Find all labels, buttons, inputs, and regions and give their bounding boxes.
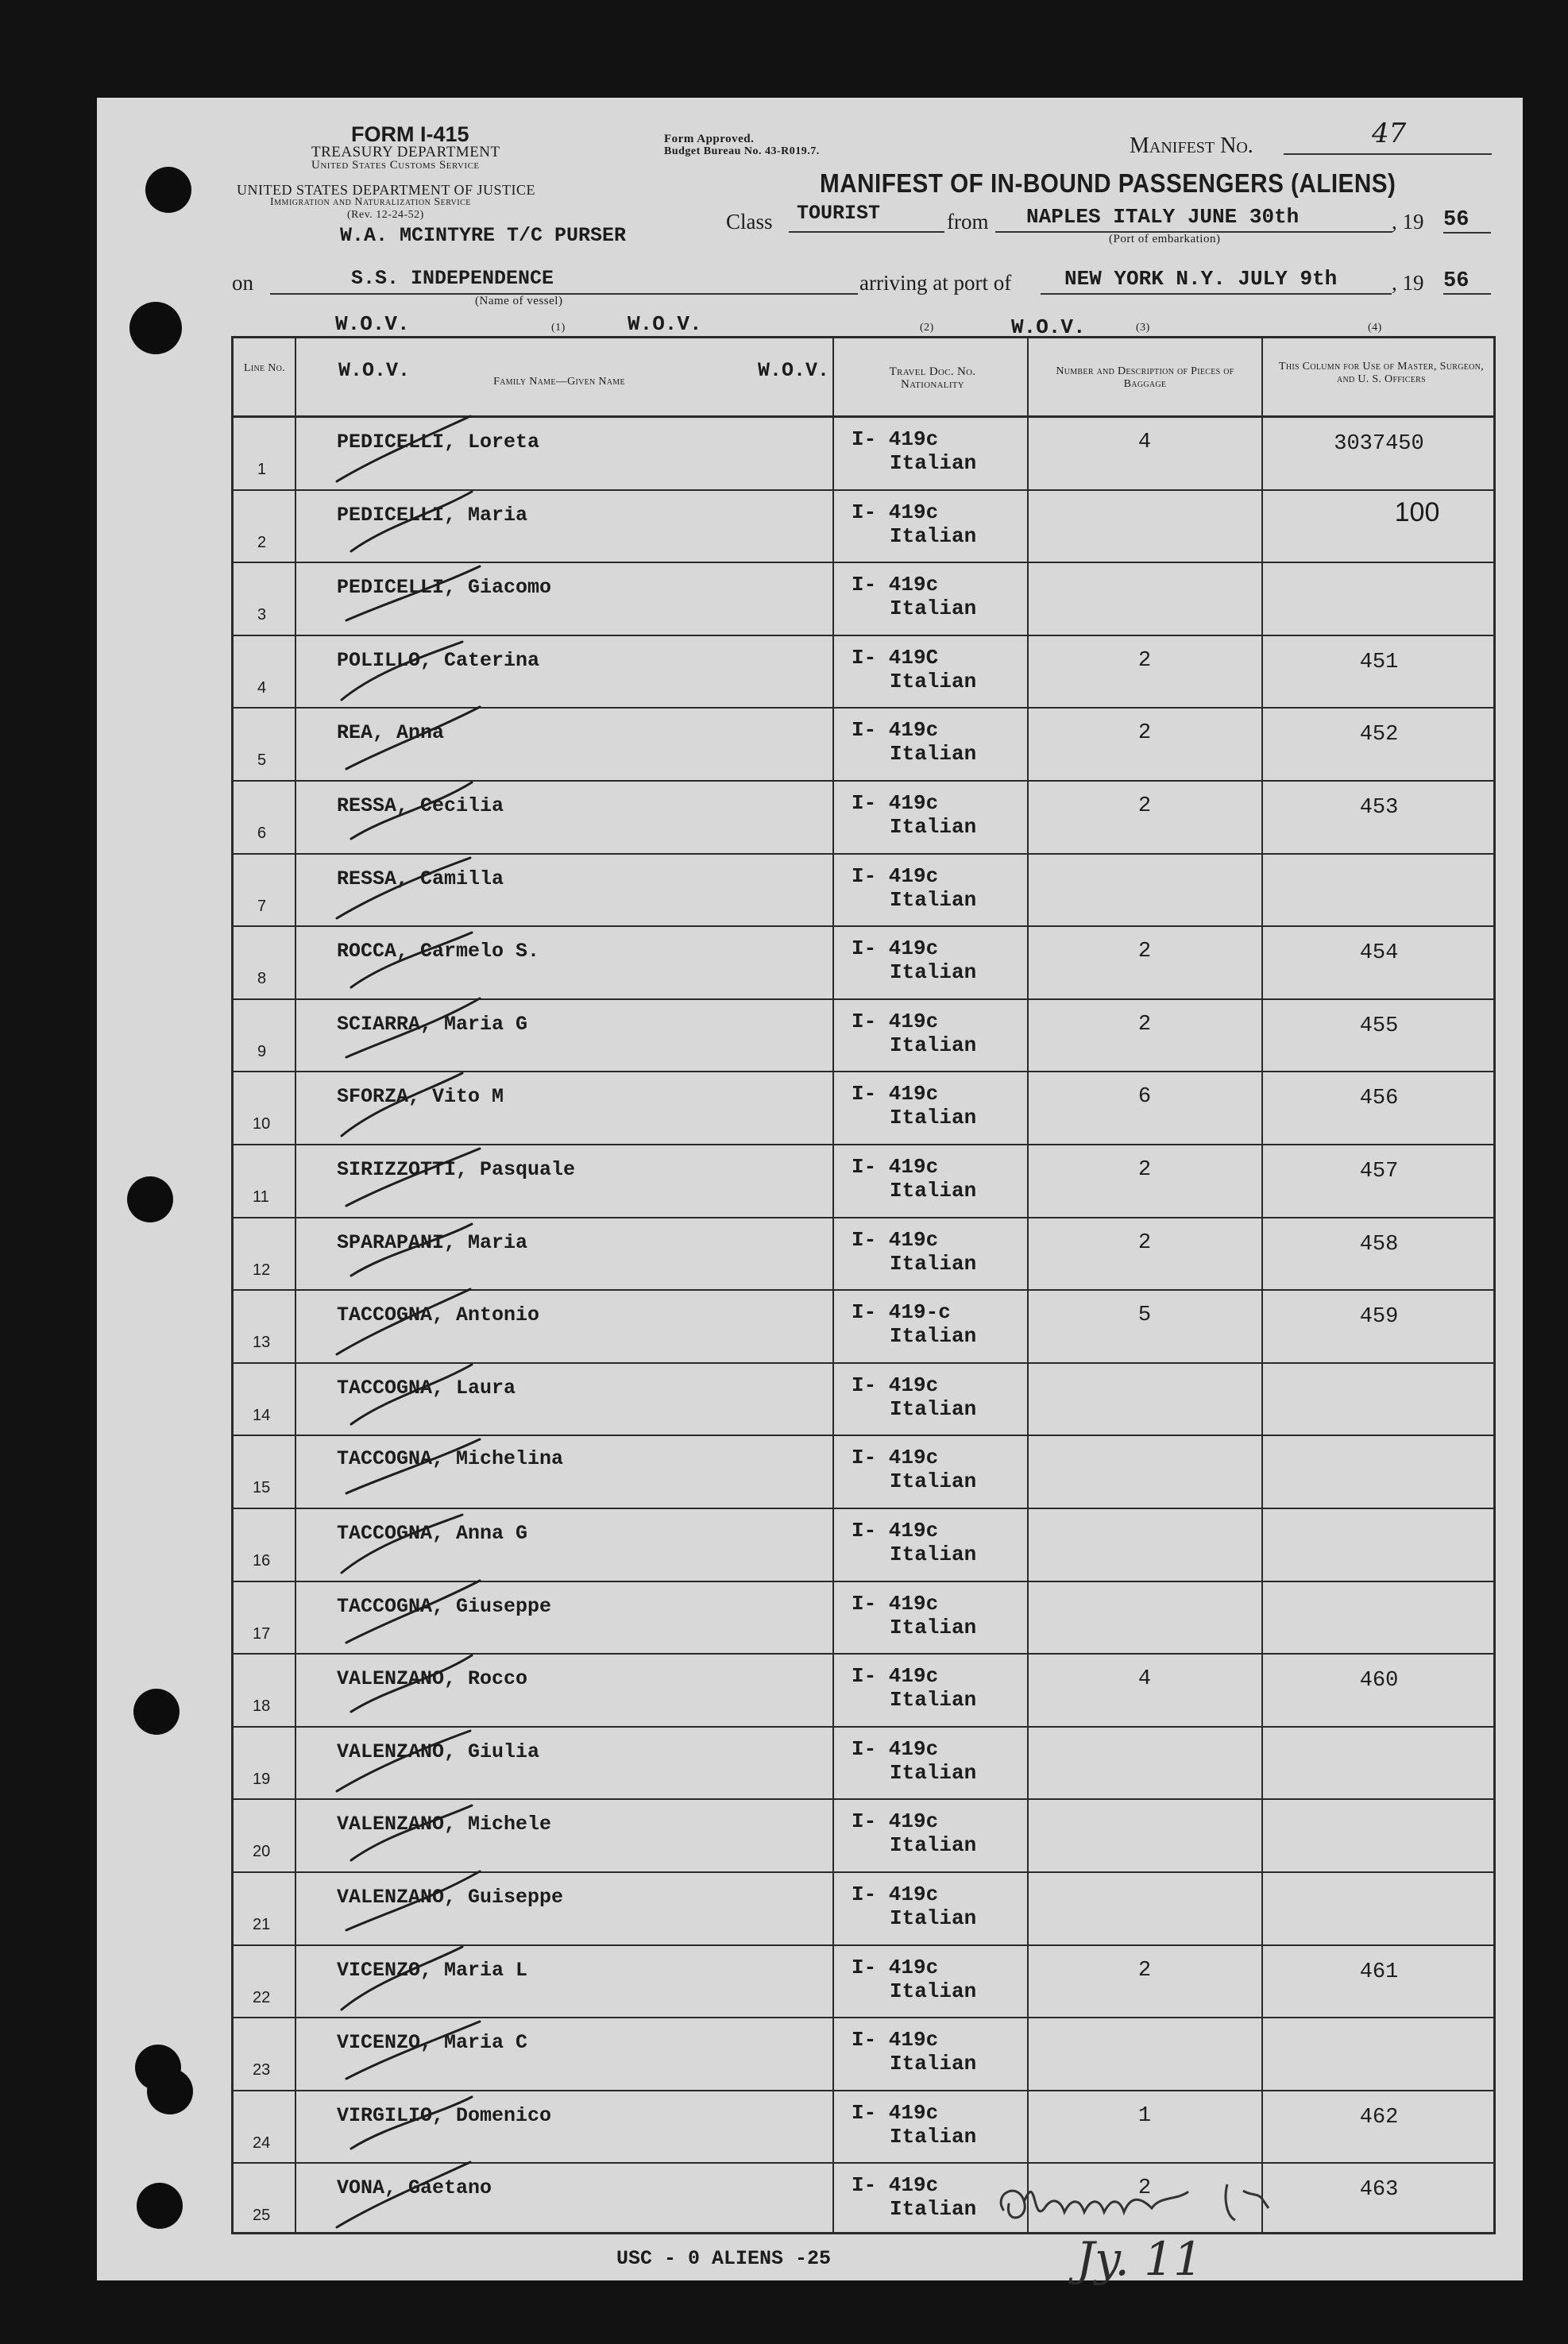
- handwritten-signature: [989, 2176, 1402, 2311]
- vessel-line: [270, 291, 858, 295]
- table-row: [234, 782, 1493, 855]
- table-row: [234, 855, 1493, 928]
- column-marker: (2): [920, 322, 934, 334]
- punch-hole: [137, 2183, 183, 2229]
- officer-note: 457: [1359, 1160, 1399, 1184]
- nationality: Italian: [890, 2124, 977, 2149]
- passenger-name: SFORZA, Vito M: [337, 1085, 504, 1109]
- passenger-name: RESSA, Camilla: [337, 867, 504, 890]
- officer-note: 451: [1359, 650, 1399, 674]
- line-number: 7: [257, 897, 267, 915]
- passenger-name: TACCOGNA, Antonio: [337, 1303, 540, 1327]
- wov-stamp: W.O.V.: [335, 312, 410, 336]
- punch-hole: [145, 167, 191, 213]
- passenger-name: PEDICELLI, Maria: [337, 503, 528, 527]
- officer-note: 463: [1359, 2178, 1399, 2203]
- wov-stamp: W.O.V.: [628, 312, 702, 336]
- vessel-name: S.S. INDEPENDENCE: [351, 267, 554, 290]
- class-label: Class: [726, 210, 773, 234]
- vessel-label: (Name of vessel): [475, 295, 563, 307]
- passenger-name: VONA, Gaetano: [337, 2176, 492, 2200]
- year-suffix-2: 56: [1443, 269, 1491, 295]
- dept-label: TREASURY DEPARTMENT: [311, 144, 500, 160]
- table-row: [234, 1509, 1493, 1582]
- table-row: [234, 1000, 1493, 1073]
- column-marker: (3): [1136, 322, 1150, 334]
- travel-doc-no: I- 419c: [852, 2173, 939, 2198]
- passenger-name: TACCOGNA, Michelina: [337, 1447, 564, 1471]
- travel-doc-no: I- 419c: [852, 718, 939, 743]
- manifest-no-label: Manifest No.: [1130, 133, 1253, 158]
- officer-note: 460: [1359, 1669, 1399, 1693]
- arriving-label: arriving at port of: [859, 271, 1012, 295]
- header-officers: This Column for Use of Master, Surgeon, and U. S. Officers: [1279, 361, 1484, 385]
- nationality: Italian: [890, 451, 977, 475]
- travel-doc-no: I- 419c: [852, 1883, 939, 1906]
- line-number: 15: [253, 1479, 271, 1497]
- nationality: Italian: [890, 1979, 977, 2003]
- table-row: [234, 1364, 1493, 1437]
- class-value: TOURIST: [797, 202, 881, 225]
- passenger-name: VICENZO, Maria L: [337, 1958, 528, 1982]
- punch-hole: [147, 2068, 193, 2114]
- travel-doc-no: I- 419c: [852, 2100, 939, 2125]
- header-travel-doc: Travel Doc. No. Nationality: [889, 365, 976, 391]
- passenger-name: ROCCA, Carmelo S.: [337, 940, 540, 963]
- baggage-count: 2: [1137, 1012, 1152, 1037]
- nationality: Italian: [890, 1179, 977, 1203]
- nationality: Italian: [890, 1615, 977, 1639]
- nationality: Italian: [890, 1469, 977, 1494]
- passenger-name: VICENZO, Maria C: [337, 2031, 528, 2055]
- baggage-count: 2: [1137, 1958, 1152, 1983]
- justice-label: UNITED STATES DEPARTMENT OF JUSTICE: [237, 182, 536, 198]
- rev-label: (Rev. 12-24-52): [347, 209, 424, 221]
- officer-note: 462: [1359, 2105, 1399, 2130]
- travel-doc-no: I- 419c: [852, 500, 939, 524]
- line-number: 11: [253, 1188, 269, 1206]
- table-row: [234, 927, 1493, 1000]
- officer-note: 452: [1359, 723, 1399, 747]
- passenger-name: RESSA, Cecilia: [337, 794, 504, 817]
- table-row: [234, 1946, 1493, 2019]
- nationality: Italian: [890, 1906, 977, 1930]
- table-row: [234, 1291, 1493, 1364]
- travel-doc-no: I- 419c: [852, 1227, 939, 1252]
- table-row: [234, 1072, 1493, 1145]
- table-row: [234, 491, 1493, 564]
- passenger-name: PEDICELLI, Giacomo: [337, 576, 552, 600]
- nationality: Italian: [890, 742, 977, 767]
- ins-label: Immigration and Naturalization Service: [270, 196, 471, 208]
- table-row: [234, 709, 1493, 782]
- table-row: [234, 1582, 1493, 1655]
- header-wov-right: W.O.V.: [758, 359, 830, 382]
- line-number: 23: [253, 2061, 271, 2079]
- arriving-line: [1041, 291, 1392, 295]
- baggage-count: 2: [1137, 721, 1152, 746]
- header-wov-left: W.O.V.: [338, 359, 411, 382]
- from-label: from: [947, 210, 989, 234]
- nationality: Italian: [890, 815, 977, 839]
- line-number: 1: [257, 461, 267, 478]
- nationality: Italian: [890, 669, 977, 693]
- budget-bureau: Budget Bureau No. 43-R019.7.: [664, 145, 820, 157]
- passenger-name: VALENZANO, Michele: [337, 1813, 552, 1836]
- nationality: Italian: [890, 887, 977, 912]
- line-number: 12: [253, 1261, 271, 1279]
- arrival-port: NEW YORK N.Y. JULY 9th: [1064, 267, 1338, 291]
- nationality: Italian: [890, 1033, 977, 1057]
- table-row: [234, 1800, 1493, 1873]
- line-number: 2: [257, 533, 267, 551]
- travel-doc-no: I- 419c: [852, 1373, 939, 1397]
- travel-doc-no: I- 419c: [852, 1519, 939, 1543]
- passenger-name: VALENZANO, Giulia: [337, 1740, 540, 1763]
- line-number: 25: [253, 2207, 271, 2225]
- travel-doc-no: I- 419c: [852, 1155, 939, 1179]
- passenger-name: TACCOGNA, Laura: [337, 1376, 516, 1400]
- table-row: [234, 1145, 1493, 1218]
- nationality: Italian: [890, 1688, 977, 1713]
- year-suffix-1: 56: [1443, 208, 1491, 234]
- passenger-name: PEDICELLI, Loreta: [337, 431, 540, 454]
- on-label: on: [232, 271, 253, 295]
- table-row: [234, 563, 1493, 636]
- passenger-name: VALENZANO, Guiseppe: [337, 1886, 564, 1909]
- form-approved: Form Approved.: [664, 133, 755, 145]
- line-number: 8: [257, 970, 267, 988]
- nationality: Italian: [890, 523, 977, 548]
- officer-note: 458: [1359, 1232, 1399, 1257]
- punch-hole: [129, 302, 182, 354]
- travel-doc-no: I- 419c: [852, 1446, 939, 1470]
- table-row: [234, 636, 1493, 709]
- nationality: Italian: [890, 1106, 977, 1130]
- nationality: Italian: [890, 1251, 977, 1276]
- table-row: [234, 418, 1493, 491]
- table-row: [234, 2018, 1493, 2091]
- manifest-title: MANIFEST OF IN-BOUND PASSENGERS (ALIENS): [820, 168, 1396, 198]
- form-number: FORM I-415: [351, 122, 469, 146]
- nationality: Italian: [890, 1833, 977, 1858]
- travel-doc-no: I- 419c: [852, 936, 939, 961]
- customs-label: United States Customs Service: [311, 159, 480, 172]
- travel-doc-no: I- 419c: [852, 2028, 939, 2052]
- officer-note: 461: [1359, 1960, 1399, 1984]
- nationality: Italian: [890, 1543, 977, 1566]
- baggage-count: 1: [1137, 2103, 1152, 2128]
- wov-stamp: W.O.V.: [1011, 315, 1086, 339]
- header-name: Family Name—Given Name: [493, 376, 625, 388]
- travel-doc-no: I- 419c: [852, 1664, 939, 1689]
- purser-name: W.A. MCINTYRE T/C PURSER: [340, 224, 627, 247]
- officer-note: 455: [1359, 1014, 1399, 1038]
- officer-note: 100: [1394, 496, 1440, 527]
- travel-doc-no: I- 419c: [852, 1591, 939, 1616]
- punch-hole: [133, 1689, 180, 1735]
- officer-note: 456: [1359, 1087, 1399, 1111]
- line-number: 22: [253, 1988, 271, 2006]
- baggage-count: 5: [1137, 1303, 1152, 1328]
- passenger-name: REA, Anna: [337, 721, 445, 745]
- table-row: [234, 2091, 1493, 2164]
- table-row: [234, 1873, 1493, 1946]
- baggage-count: 4: [1137, 1667, 1152, 1692]
- table-row: [234, 1218, 1493, 1292]
- line-number: 17: [253, 1624, 271, 1643]
- year-prefix-1: , 19: [1392, 210, 1424, 234]
- embark-port: NAPLES ITALY JUNE 30th: [1026, 205, 1300, 229]
- nationality: Italian: [890, 1760, 977, 1785]
- baggage-count: 6: [1137, 1085, 1152, 1110]
- baggage-count: 2: [1137, 1158, 1152, 1182]
- column-marker: (1): [551, 322, 566, 334]
- nationality: Italian: [890, 1396, 977, 1421]
- travel-doc-no: I- 419-c: [852, 1300, 951, 1325]
- nationality: Italian: [890, 597, 977, 621]
- baggage-count: 2: [1137, 1230, 1152, 1255]
- column-marker: (4): [1368, 322, 1382, 334]
- baggage-count: 2: [1137, 794, 1152, 818]
- line-number: 6: [257, 824, 267, 842]
- line-number: 4: [257, 678, 267, 697]
- table-row: [234, 1655, 1493, 1728]
- header-baggage: Number and Description of Pieces of Baggage: [1056, 365, 1234, 390]
- baggage-count: 2: [1137, 648, 1152, 673]
- baggage-count: 2: [1137, 940, 1152, 964]
- travel-doc-no: I- 419c: [852, 1955, 939, 1979]
- passenger-name: VIRGILIO, Domenico: [337, 2103, 552, 2127]
- line-number: 13: [253, 1334, 271, 1352]
- line-number: 10: [253, 1115, 271, 1133]
- table-row: [234, 1436, 1493, 1509]
- signature-date: Jy. 11: [1076, 2232, 1203, 2286]
- passenger-name: TACCOGNA, Anna G: [337, 1522, 528, 1545]
- header-line-no: Line No.: [244, 362, 285, 374]
- officer-note: 3037450: [1334, 432, 1424, 456]
- punch-hole: [127, 1176, 173, 1222]
- port-embark-label: (Port of embarkation): [1109, 233, 1221, 245]
- passenger-table: [231, 336, 1496, 2234]
- manifest-no-value: 47: [1372, 118, 1407, 149]
- line-number: 18: [253, 1697, 271, 1716]
- travel-doc-no: I- 419c: [852, 863, 939, 888]
- officer-note: 454: [1359, 941, 1399, 966]
- travel-doc-no: I- 419c: [852, 1082, 939, 1106]
- travel-doc-no: I- 419c: [852, 427, 939, 451]
- footer-totals: USC - 0 ALIENS -25: [616, 2247, 832, 2270]
- nationality: Italian: [890, 1324, 977, 1349]
- line-number: 14: [253, 1406, 271, 1424]
- passenger-name: TACCOGNA, Giuseppe: [337, 1594, 552, 1618]
- class-line: [789, 229, 944, 233]
- travel-doc-no: I- 419c: [852, 1009, 939, 1033]
- line-number: 9: [257, 1042, 267, 1060]
- line-number: 20: [253, 1843, 271, 1861]
- line-number: 24: [253, 2134, 271, 2152]
- line-number: 3: [257, 606, 267, 624]
- passenger-name: SCIARRA, Maria G: [337, 1012, 528, 1036]
- baggage-count: 4: [1137, 431, 1152, 454]
- passenger-name: VALENZANO, Rocco: [337, 1667, 528, 1691]
- line-number: 19: [253, 1770, 271, 1788]
- line-number: 5: [257, 751, 267, 770]
- travel-doc-no: I- 419c: [852, 1809, 939, 1834]
- nationality: Italian: [890, 960, 977, 985]
- passenger-name: SPARAPANI, Maria: [337, 1230, 528, 1254]
- nationality: Italian: [890, 2197, 977, 2222]
- officer-note: 453: [1359, 796, 1399, 820]
- passenger-name: POLILLO, Caterina: [337, 648, 540, 672]
- year-prefix-2: , 19: [1392, 271, 1424, 295]
- baggage-count: 2: [1137, 2176, 1152, 2201]
- travel-doc-no: I- 419C: [852, 645, 939, 670]
- line-number: 21: [253, 1916, 271, 1933]
- table-row: [234, 1728, 1493, 1801]
- manifest-no-line: [1284, 151, 1492, 155]
- passenger-name: SIRIZZOTTI, Pasquale: [337, 1158, 576, 1181]
- line-number: 16: [253, 1552, 271, 1570]
- travel-doc-no: I- 419c: [852, 573, 939, 597]
- officer-note: 459: [1359, 1305, 1399, 1330]
- travel-doc-no: I- 419c: [852, 791, 939, 815]
- nationality: Italian: [890, 2052, 977, 2076]
- travel-doc-no: I- 419c: [852, 1736, 939, 1761]
